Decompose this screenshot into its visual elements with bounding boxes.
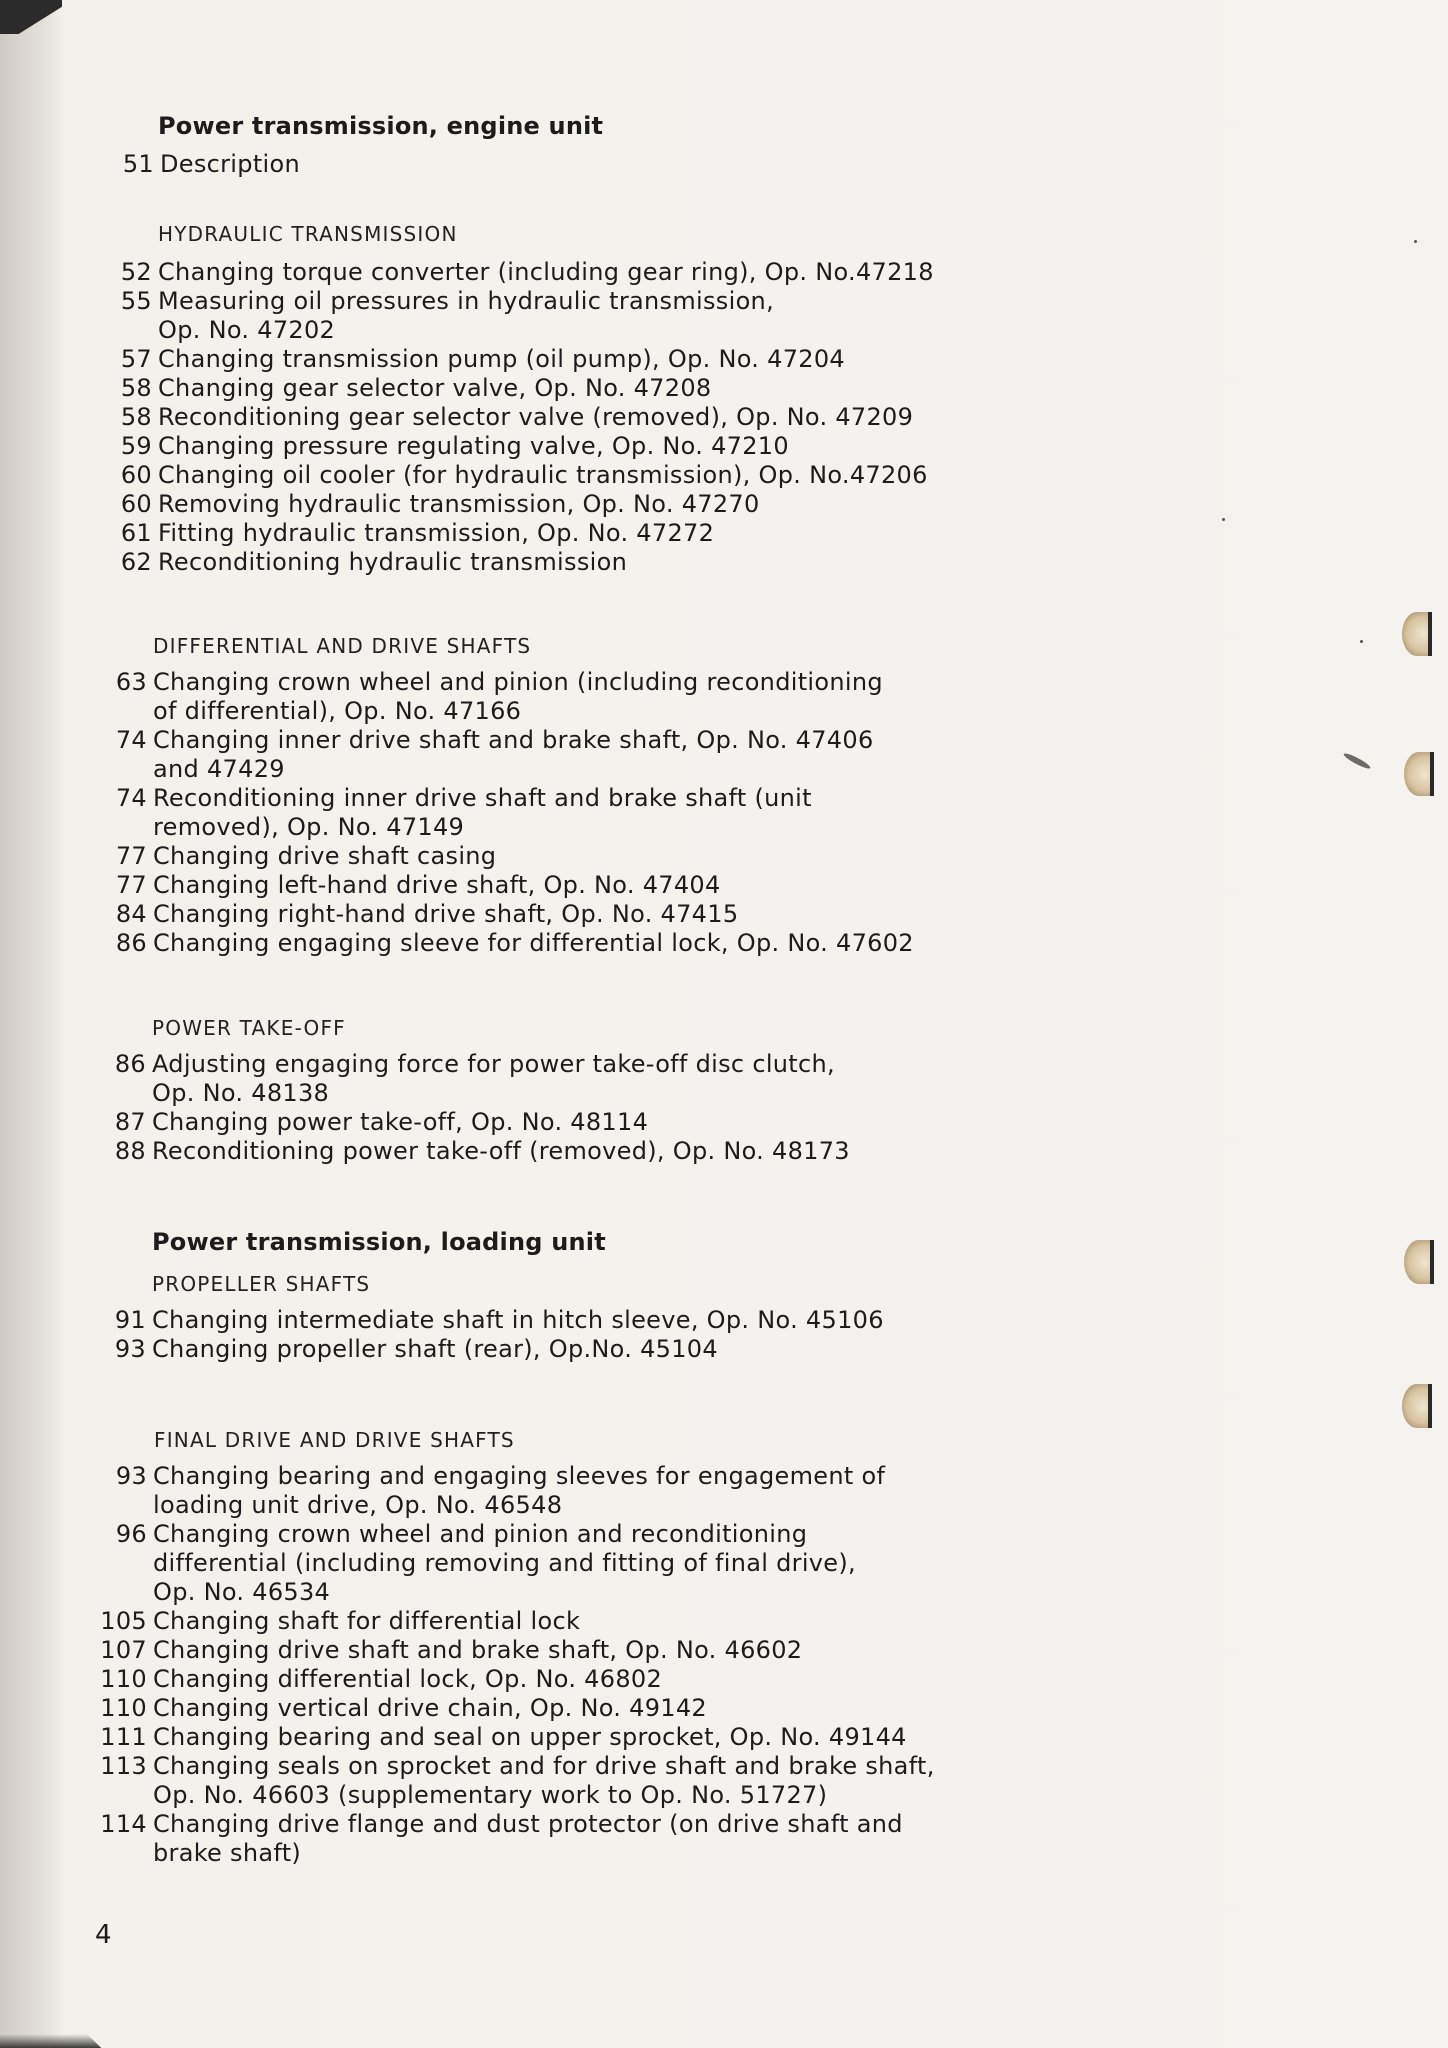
list-item	[120, 519, 958, 548]
item-text-line: Reconditioning hydraulic transmission	[158, 548, 628, 576]
list-item	[120, 345, 958, 374]
list-item	[100, 1752, 953, 1810]
item-text-line: Changing bearing and engaging sleeves for engagement of	[153, 1462, 886, 1490]
item-text-line: differential (including removing and fitting of final drive),	[153, 1549, 856, 1577]
item-text-line: Changing bearing and seal on upper sprocket, Op. No. 49144	[153, 1723, 907, 1751]
page-reference-number: 74	[115, 726, 147, 754]
page-reference-number: 74	[115, 784, 147, 812]
page-reference-number: 60	[120, 490, 152, 518]
list-item	[114, 1306, 952, 1335]
item-text-line: Reconditioning inner drive shaft and brake shaft (unit	[153, 784, 812, 812]
section-title: HYDRAULIC TRANSMISSION	[158, 222, 458, 246]
item-text-line: Changing power take-off, Op. No. 48114	[152, 1108, 649, 1136]
page-heading: Power transmission, loading unit	[152, 1228, 606, 1256]
page-reference-number: 114	[100, 1810, 147, 1838]
item-text-line: Changing engaging sleeve for differential lock, Op. No. 47602	[153, 929, 914, 957]
page-reference-number: 59	[120, 432, 152, 460]
item-text-line: Changing left-hand drive shaft, Op. No. 47404	[153, 871, 721, 899]
list-item	[120, 403, 958, 432]
page-reference-number: 111	[100, 1723, 147, 1751]
list-item	[120, 490, 958, 519]
item-text-line: Changing differential lock, Op. No. 46802	[153, 1665, 663, 1693]
list-item	[122, 150, 960, 179]
page-reference-number: 105	[100, 1607, 147, 1635]
page-reference-number: 110	[100, 1665, 147, 1693]
list-item	[100, 1607, 953, 1636]
item-text-line: Removing hydraulic transmission, Op. No. 47270	[158, 490, 760, 518]
list-item	[100, 1665, 953, 1694]
list-item	[114, 1108, 952, 1137]
item-text-line: Changing pressure regulating valve, Op. No. 47210	[158, 432, 789, 460]
list-item	[115, 842, 953, 871]
list-item	[115, 929, 953, 958]
list-item	[100, 1636, 953, 1665]
list-item	[115, 871, 953, 900]
item-text-line: Changing shaft for differential lock	[153, 1607, 581, 1635]
page-reference-number: 96	[115, 1520, 147, 1548]
item-text-line: Reconditioning gear selector valve (removed), Op. No. 47209	[158, 403, 914, 431]
item-text-line: Changing intermediate shaft in hitch sleeve, Op. No. 45106	[152, 1306, 884, 1334]
page-reference-number: 77	[115, 871, 147, 899]
page-reference-number: 113	[100, 1752, 147, 1780]
page-reference-number: 87	[114, 1108, 146, 1136]
list-item	[115, 1520, 953, 1607]
list-item	[120, 432, 958, 461]
list-item	[100, 1723, 953, 1752]
item-text-line: Changing crown wheel and pinion (including reconditioning	[153, 668, 883, 696]
list-item	[120, 461, 958, 490]
page-reference-number: 93	[115, 1462, 147, 1490]
section-title: FINAL DRIVE AND DRIVE SHAFTS	[154, 1428, 515, 1452]
list-item	[120, 258, 958, 287]
item-text-line: Op. No. 48138	[152, 1079, 330, 1107]
item-text-line: Changing torque converter (including gear ring), Op. No.47218	[158, 258, 934, 286]
item-text-line: removed), Op. No. 47149	[153, 813, 465, 841]
page-reference-number: 93	[114, 1335, 146, 1363]
page-reference-number: 107	[100, 1636, 147, 1664]
page-reference-number: 52	[120, 258, 152, 286]
item-text-line: and 47429	[153, 755, 285, 783]
item-text-line: Op. No. 47202	[158, 316, 336, 344]
item-text-line: Description	[160, 150, 300, 178]
list-item	[114, 1137, 952, 1166]
list-item	[120, 548, 958, 577]
page-reference-number: 57	[120, 345, 152, 373]
page-heading: Power transmission, engine unit	[158, 112, 604, 140]
item-text-line: Changing crown wheel and pinion and reconditioning	[153, 1520, 808, 1548]
list-item	[115, 668, 953, 726]
page-reference-number: 63	[115, 668, 147, 696]
item-text-line: Changing transmission pump (oil pump), Op. No. 47204	[158, 345, 845, 373]
page-reference-number: 91	[114, 1306, 146, 1334]
list-item	[115, 1462, 953, 1520]
page-reference-number: 84	[115, 900, 147, 928]
item-text-line: Measuring oil pressures in hydraulic transmission,	[158, 287, 774, 315]
page-reference-number: 60	[120, 461, 152, 489]
item-text-line: Fitting hydraulic transmission, Op. No. 47272	[158, 519, 715, 547]
item-text-line: of differential), Op. No. 47166	[153, 697, 522, 725]
page-number: 4	[95, 1920, 112, 1950]
section-title: POWER TAKE-OFF	[152, 1016, 346, 1040]
page-reference-number: 58	[120, 403, 152, 431]
item-text-line: Changing propeller shaft (rear), Op.No. 45104	[152, 1335, 718, 1363]
section-title: DIFFERENTIAL AND DRIVE SHAFTS	[153, 634, 532, 658]
list-item	[100, 1810, 953, 1868]
item-text-line: Adjusting engaging force for power take-off disc clutch,	[152, 1050, 835, 1078]
item-text-line: loading unit drive, Op. No. 46548	[153, 1491, 563, 1519]
list-item	[100, 1694, 953, 1723]
page-reference-number: 110	[100, 1694, 147, 1722]
page-reference-number: 86	[115, 929, 147, 957]
page-reference-number: 62	[120, 548, 152, 576]
item-text-line: Reconditioning power take-off (removed), Op. No. 48173	[152, 1137, 850, 1165]
item-text-line: Changing drive shaft casing	[153, 842, 497, 870]
list-item	[115, 726, 953, 784]
item-text-line: Changing vertical drive chain, Op. No. 49142	[153, 1694, 707, 1722]
item-text-line: Changing inner drive shaft and brake shaft, Op. No. 47406	[153, 726, 874, 754]
list-item	[115, 784, 953, 842]
page-reference-number: 86	[114, 1050, 146, 1078]
list-item	[114, 1050, 952, 1108]
list-item	[120, 287, 958, 345]
item-text-line: Changing gear selector valve, Op. No. 47208	[158, 374, 712, 402]
list-item	[115, 900, 953, 929]
page-reference-number: 77	[115, 842, 147, 870]
page-reference-number: 88	[114, 1137, 146, 1165]
item-text-line: Changing drive flange and dust protector (on drive shaft and	[153, 1810, 903, 1838]
item-text-line: Changing seals on sprocket and for drive shaft and brake shaft,	[153, 1752, 935, 1780]
item-text-line: Op. No. 46534	[153, 1578, 331, 1606]
page-reference-number: 51	[122, 150, 154, 178]
item-text-line: Op. No. 46603 (supplementary work to Op. No. 51727)	[153, 1781, 828, 1809]
page-reference-number: 55	[120, 287, 152, 315]
list-item	[120, 374, 958, 403]
list-item	[114, 1335, 952, 1364]
page-reference-number: 61	[120, 519, 152, 547]
page-reference-number: 58	[120, 374, 152, 402]
item-text-line: Changing drive shaft and brake shaft, Op. No. 46602	[153, 1636, 803, 1664]
item-text-line: brake shaft)	[153, 1839, 302, 1867]
item-text-line: Changing oil cooler (for hydraulic transmission), Op. No.47206	[158, 461, 928, 489]
section-title: PROPELLER SHAFTS	[152, 1272, 371, 1296]
item-text-line: Changing right-hand drive shaft, Op. No. 47415	[153, 900, 739, 928]
